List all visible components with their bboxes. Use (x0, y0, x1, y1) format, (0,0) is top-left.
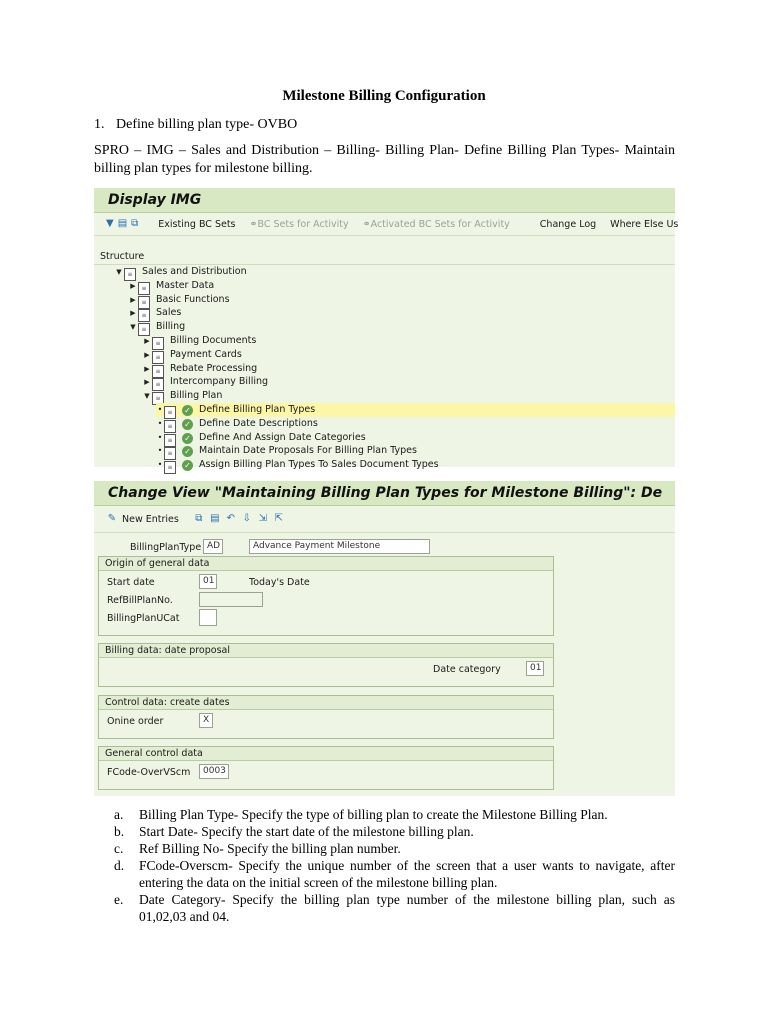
doc-title: Milestone Billing Configuration (282, 88, 486, 104)
tree-node[interactable] (142, 389, 222, 403)
origin-group-header: Origin of general data (99, 557, 553, 571)
expand-right-icon[interactable]: ▶ (130, 309, 136, 318)
select-block-icon[interactable]: ⇲ (258, 513, 268, 524)
tree-node[interactable] (142, 334, 256, 348)
ref-bill-plan-field[interactable] (199, 592, 263, 607)
fcode-field[interactable]: 0003 (199, 764, 229, 779)
copy-icon[interactable]: ⧉ (131, 218, 139, 229)
new-entries-button[interactable]: New Entries (122, 513, 179, 525)
list-item (114, 891, 675, 925)
billing-plan-type-description: Advance Payment Milestone (249, 539, 430, 554)
activated-bc-sets-button[interactable]: ⚭Activated BC Sets for Activity (362, 218, 510, 230)
tree-node-label: Define Billing Plan Types (199, 404, 316, 415)
date-category-label: Date category (433, 664, 501, 675)
step-number: 1. (94, 117, 105, 132)
billing-plan-type-field[interactable]: AD (203, 539, 223, 554)
tree-node-label: Sales (156, 307, 182, 319)
execute-icon[interactable]: ✓ (182, 446, 193, 457)
tree-node-label: Define And Assign Date Categories (199, 431, 366, 443)
billing-data-group-header: Billing data: date proposal (99, 644, 553, 658)
tree-node[interactable] (128, 279, 214, 293)
document-icon: ≡ (152, 365, 164, 378)
list-marker: c. (114, 841, 124, 856)
document-icon: ≡ (138, 296, 150, 309)
document-icon: ≡ (152, 378, 164, 391)
document-icon: ≡ (164, 447, 176, 460)
list-item (114, 840, 675, 857)
img-tree (94, 265, 675, 475)
tree-node[interactable] (142, 362, 257, 376)
execute-icon[interactable]: ✓ (182, 419, 193, 430)
bullet-icon[interactable]: • (157, 432, 163, 442)
tree-node[interactable] (142, 375, 268, 389)
tree-node[interactable] (156, 458, 439, 472)
origin-group (98, 556, 554, 636)
control-data-group (98, 695, 554, 739)
document-icon: ≡ (164, 461, 176, 474)
bullet-icon[interactable]: • (157, 460, 163, 470)
document-icon: ≡ (164, 420, 176, 433)
tree-node[interactable] (128, 306, 181, 320)
execute-icon[interactable]: ✓ (182, 433, 193, 444)
bullet-icon[interactable]: • (157, 418, 163, 428)
tree-node-label: Billing (156, 321, 186, 333)
fcode-label: FCode-OverVScm (107, 767, 191, 778)
control-data-group-header: Control data: create dates (99, 696, 553, 710)
start-date-label: Start date (107, 577, 155, 588)
document-icon: ≡ (152, 392, 164, 405)
start-date-field[interactable]: 01 (199, 574, 217, 589)
billing-data-group (98, 643, 554, 687)
list-item (114, 806, 675, 823)
bc-sets-activity-button[interactable]: ⚭BC Sets for Activity (249, 218, 349, 230)
billing-plan-type-label: BillingPlanType (130, 542, 202, 553)
path-paragraph: SPRO – IMG – Sales and Distribution – Billing- Billing Plan- Define Billing Plan Types- Maintain billing plan types for milestone billing. (94, 143, 675, 176)
tree-node[interactable] (142, 348, 242, 362)
find-next-icon[interactable]: ▤ (117, 218, 128, 229)
list-text: FCode-Overscm- Specify the unique number of the screen that a user wants to navigate, after entering the data on the initial screen of the milestone billing plan. (139, 858, 675, 890)
execute-icon[interactable]: ✓ (182, 405, 193, 416)
expand-right-icon[interactable]: ▶ (144, 350, 150, 359)
expand-right-icon[interactable]: ▶ (144, 378, 150, 387)
tree-node-label: Master Data (156, 279, 215, 291)
document-icon: ≡ (164, 434, 176, 447)
structure-header: Structure (94, 250, 675, 265)
list-marker: e. (114, 892, 124, 907)
tree-node[interactable] (128, 320, 185, 334)
existing-bc-sets-button[interactable]: Existing BC Sets (158, 218, 236, 230)
tree-node-label: Billing Documents (170, 335, 257, 346)
start-date-description: Today's Date (249, 577, 310, 588)
find-icon[interactable]: ▼ (106, 218, 114, 229)
tree-node-label: Payment Cards (170, 348, 242, 360)
general-control-group (98, 746, 554, 790)
tree-node[interactable] (156, 444, 417, 458)
list-marker: b. (114, 824, 125, 839)
billing-plan-ucat-field[interactable] (199, 609, 217, 626)
list-text: Start Date- Specify the start date of the milestone billing plan. (139, 824, 474, 839)
display-change-icon[interactable]: ✎ (107, 513, 117, 524)
change-view-screenshot (94, 481, 675, 796)
list-item (114, 823, 675, 840)
tree-node-label: Assign Billing Plan Types To Sales Document Types (199, 459, 439, 471)
tree-node[interactable] (156, 403, 675, 417)
img-toolbar (94, 213, 679, 236)
tree-node-label: Sales and Distribution (142, 266, 247, 277)
tree-node-label: Define Date Descriptions (199, 417, 318, 429)
undo-icon[interactable]: ↶ (226, 513, 236, 524)
general-control-group-header: General control data (99, 747, 553, 761)
tree-node-label: Intercompany Billing (170, 376, 269, 388)
tree-node-label: Rebate Processing (170, 362, 258, 374)
expand-right-icon[interactable]: ▶ (130, 295, 136, 304)
step-heading (94, 117, 297, 133)
document-icon: ≡ (138, 282, 150, 295)
list-text: Billing Plan Type- Specify the type of billing plan to create the Milestone Billing Plan. (139, 807, 608, 822)
bullet-icon[interactable]: • (157, 405, 163, 414)
expand-right-icon[interactable]: ▶ (130, 281, 136, 290)
list-text: Date Category- Specify the billing plan type number of the milestone billing plan, such as 01,02,03 and 04. (139, 892, 675, 924)
expand-down-icon[interactable]: ▼ (130, 323, 136, 332)
deselect-icon[interactable]: ⇱ (274, 513, 284, 524)
date-category-field[interactable]: 01 (526, 661, 544, 676)
tree-node-label: Billing Plan (170, 390, 223, 402)
bullet-icon[interactable]: • (157, 446, 163, 456)
display-img-screenshot (94, 188, 679, 472)
document-icon: ≡ (124, 268, 136, 281)
online-order-checkbox[interactable]: X (199, 713, 213, 728)
select-all-icon[interactable]: ⇩ (242, 513, 252, 524)
copy-icon[interactable]: ⧉ (195, 513, 203, 524)
list-text: Ref Billing No- Specify the billing plan number. (139, 841, 401, 856)
expand-right-icon[interactable]: ▶ (144, 337, 150, 345)
document-icon: ≡ (152, 337, 164, 350)
where-else-used-button[interactable]: Where Else Us (610, 218, 679, 230)
change-log-button[interactable]: Change Log (539, 218, 597, 230)
document-icon: ≡ (138, 309, 150, 322)
screen-title: Change View "Maintaining Billing Plan Types for Milestone Billing": De (94, 481, 675, 506)
change-toolbar (94, 506, 675, 533)
tree-node[interactable] (156, 417, 318, 431)
step-text: Define billing plan type- OVBO (116, 117, 298, 132)
delete-icon[interactable]: ▤ (210, 513, 220, 524)
list-marker: d. (114, 858, 125, 873)
tree-node[interactable] (114, 265, 247, 279)
list-item (114, 857, 675, 891)
online-order-label: Onine order (107, 716, 164, 727)
document-icon: ≡ (138, 323, 150, 336)
bc-set-icon: ⚭ (362, 218, 371, 230)
list-marker: a. (114, 807, 124, 822)
tree-node[interactable] (128, 293, 230, 307)
document-icon: ≡ (164, 406, 176, 419)
expand-right-icon[interactable]: ▶ (144, 364, 150, 373)
tree-node[interactable] (156, 431, 366, 445)
document-icon: ≡ (152, 351, 164, 364)
execute-icon[interactable]: ✓ (182, 460, 193, 471)
expand-down-icon[interactable]: ▼ (144, 392, 150, 401)
ref-bill-plan-label: RefBillPlanNo. (107, 595, 173, 606)
expand-down-icon[interactable]: ▼ (116, 268, 122, 276)
screen-title: Display IMG (94, 188, 675, 213)
tree-node-label: Basic Functions (156, 293, 230, 305)
notes-list (114, 806, 675, 925)
billing-plan-ucat-label: BillingPlanUCat (107, 613, 180, 624)
tree-node-label: Maintain Date Proposals For Billing Plan Types (199, 445, 417, 457)
bc-set-icon: ⚭ (249, 218, 258, 230)
